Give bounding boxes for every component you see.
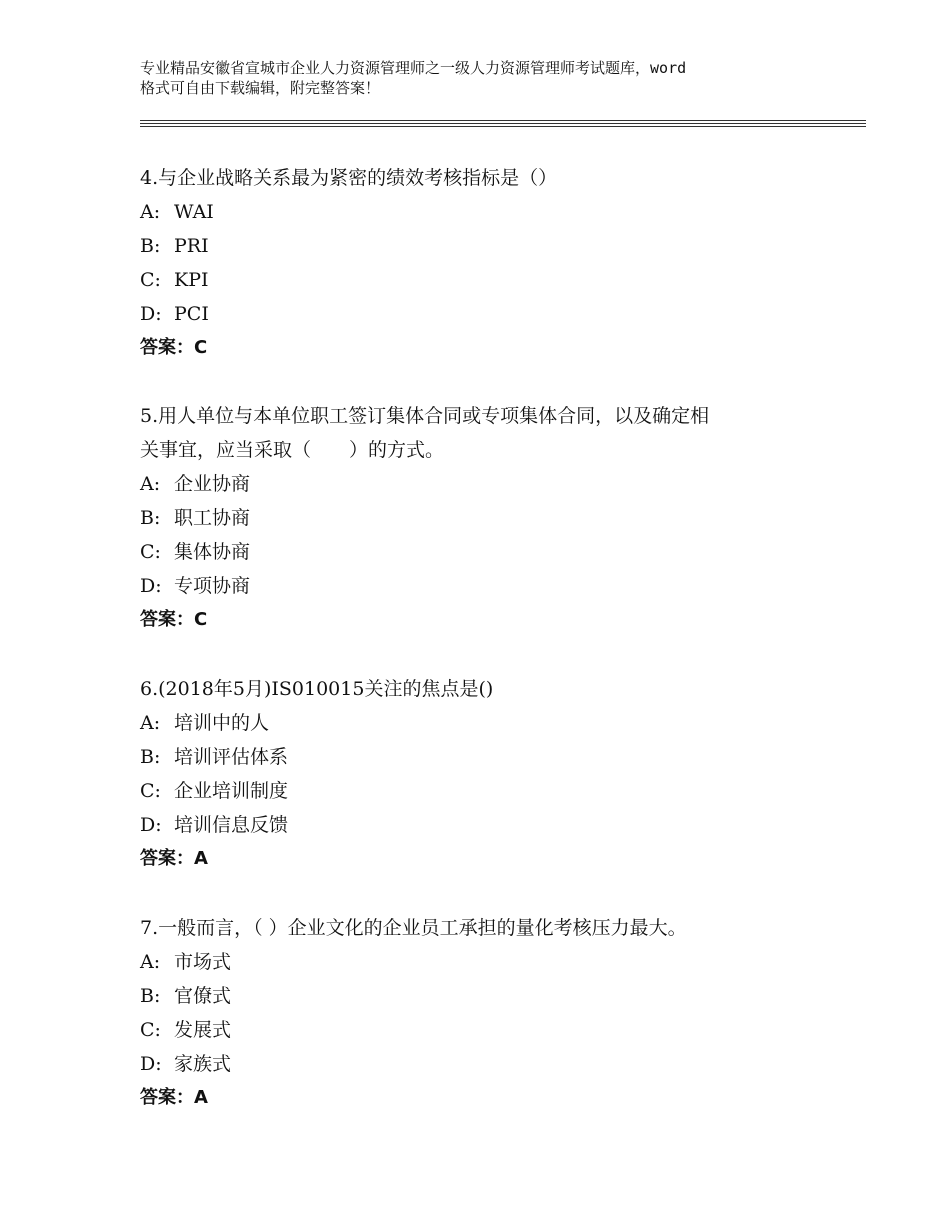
option-key: B: xyxy=(140,985,161,1007)
option-text: 发展式 xyxy=(174,1019,232,1041)
question-text: 7.一般而言，（ ）企业文化的企业员工承担的量化考核压力最大。 xyxy=(140,917,687,939)
option-b xyxy=(140,501,840,535)
document-header xyxy=(140,58,830,98)
option-a xyxy=(140,945,840,979)
header-line-1: 专业精品安徽省宣城市企业人力资源管理师之一级人力资源管理师考试题库，word xyxy=(140,59,687,77)
option-text: 职工协商 xyxy=(174,507,251,529)
option-text: 企业协商 xyxy=(174,473,251,495)
option-c xyxy=(140,535,840,569)
option-c xyxy=(140,1013,840,1047)
option-text: 专项协商 xyxy=(174,575,251,597)
answer-text: 答案：A xyxy=(140,848,208,869)
header-line-2: 格式可自由下载编辑，附完整答案！ xyxy=(140,79,381,97)
option-text: 培训中的人 xyxy=(174,712,270,734)
option-text: KPI xyxy=(174,269,209,291)
question-block xyxy=(140,911,840,1115)
option-text: 培训信息反馈 xyxy=(174,814,289,836)
question-text: 6.(2018年5月)IS010015关注的焦点是() xyxy=(140,678,494,700)
header-divider xyxy=(140,126,866,127)
answer-text: 答案：C xyxy=(140,337,208,358)
question-block xyxy=(140,399,840,637)
option-text: 企业培训制度 xyxy=(174,780,289,802)
option-d xyxy=(140,1047,840,1081)
option-b xyxy=(140,740,840,774)
option-key: C: xyxy=(140,541,161,563)
question-text: 4.与企业战略关系最为紧密的绩效考核指标是（） xyxy=(140,167,558,189)
option-text: 官僚式 xyxy=(174,985,232,1007)
answer-text: 答案：C xyxy=(140,609,208,630)
option-key: A: xyxy=(140,951,161,973)
question-text: 5.用人单位与本单位职工签订集体合同或专项集体合同，以及确定相 xyxy=(140,405,710,427)
option-key: D: xyxy=(140,575,162,597)
option-b xyxy=(140,229,840,263)
option-text: 培训评估体系 xyxy=(174,746,289,768)
option-key: B: xyxy=(140,746,161,768)
option-a xyxy=(140,195,840,229)
option-key: C: xyxy=(140,780,161,802)
option-text: PCI xyxy=(174,303,209,325)
option-text: 家族式 xyxy=(174,1053,232,1075)
option-key: C: xyxy=(140,1019,161,1041)
question-block xyxy=(140,672,840,876)
option-d xyxy=(140,569,840,603)
option-b xyxy=(140,979,840,1013)
option-c xyxy=(140,774,840,808)
question-block xyxy=(140,161,840,365)
option-key: C: xyxy=(140,269,161,291)
option-c xyxy=(140,263,840,297)
option-key: D: xyxy=(140,1053,162,1075)
option-text: PRI xyxy=(174,235,209,257)
option-d xyxy=(140,808,840,842)
option-key: D: xyxy=(140,303,162,325)
option-text: WAI xyxy=(174,201,214,223)
option-key: A: xyxy=(140,473,161,495)
question-text: 关事宜，应当采取（ ）的方式。 xyxy=(140,439,445,461)
option-key: A: xyxy=(140,712,161,734)
header-divider xyxy=(140,123,866,124)
option-key: B: xyxy=(140,507,161,529)
option-text: 集体协商 xyxy=(174,541,251,563)
answer-text: 答案：A xyxy=(140,1087,208,1108)
option-text: 市场式 xyxy=(174,951,232,973)
header-divider xyxy=(140,120,866,121)
option-key: B: xyxy=(140,235,161,257)
option-key: D: xyxy=(140,814,162,836)
option-key: A: xyxy=(140,201,161,223)
option-d xyxy=(140,297,840,331)
option-a xyxy=(140,706,840,740)
option-a xyxy=(140,467,840,501)
